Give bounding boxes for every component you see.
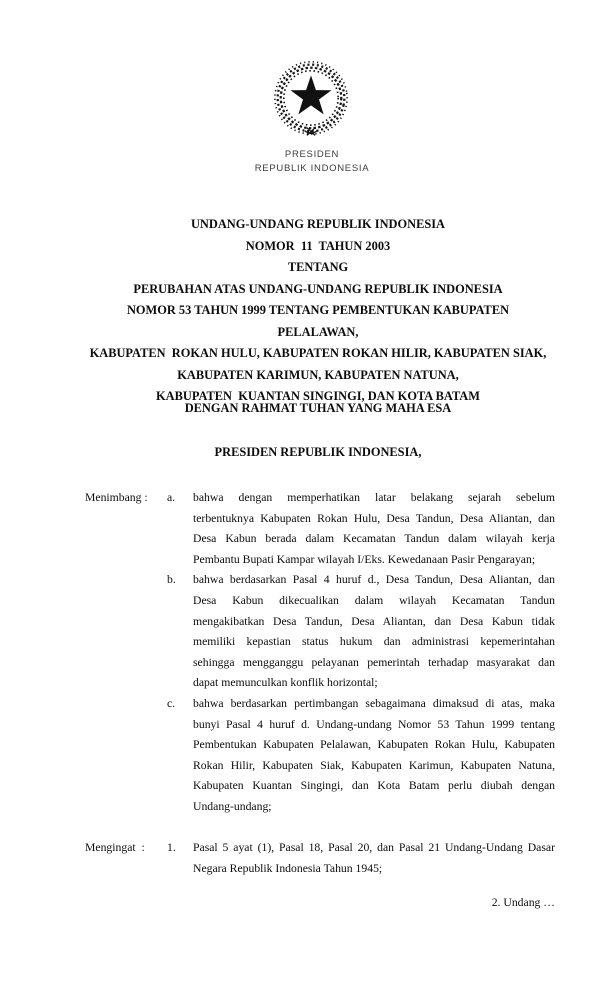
menimbang-section	[85, 488, 555, 818]
mengingat-item-1	[167, 838, 555, 879]
title-line-3: TENTANG	[287, 260, 349, 274]
law-title-block	[85, 214, 551, 408]
item-marker: 1.	[167, 841, 176, 854]
seal-caption-presiden: PRESIDEN	[284, 149, 340, 160]
item-text-line: Rokan Hilir, Kabupaten Siak, Kabupaten Karimun, Kabupaten Natuna,	[193, 758, 555, 772]
seal-caption-republik-indonesia: REPUBLIK INDONESIA	[254, 162, 370, 174]
menimbang-item-a	[167, 488, 555, 570]
mengingat-items	[167, 838, 555, 879]
item-marker: c.	[167, 696, 176, 710]
item-text-line: bahwa berdasarkan pertimbangan sebagaimana dimaksud di atas, maka	[193, 696, 555, 710]
menimbang-label: Menimbang :	[85, 491, 148, 504]
item-text-line: bahwa dengan memperhatikan latar belakang sejarah sebelum	[193, 491, 555, 504]
item-text-line: Pembantu Bupati Kampar wilayah I/Eks. Kewedanaan Pasir Pengarayan;	[193, 552, 536, 566]
item-text	[193, 570, 555, 694]
seal-caption	[212, 148, 412, 175]
page-catchword: 2. Undang …	[491, 896, 555, 909]
item-text-line: Undang-undang;	[193, 799, 272, 813]
title-line-5: NOMOR 53 TAHUN 1999 TENTANG PEMBENTUKAN KABUPATEN PELALAWAN,	[126, 303, 513, 339]
title-line-7: KABUPATEN KARIMUN, KABUPATEN NATUNA,	[177, 367, 459, 382]
title-line-2: NOMOR 11 TAHUN 2003	[245, 238, 391, 253]
menimbang-item-b	[167, 570, 555, 694]
item-text-line: Pembentukan Kabupaten Pelalawan, Kabupaten Rokan Hulu, Kabupaten	[193, 738, 555, 752]
item-text-line: memiliki kepastian status hukum dan administrasi kepemerintahan	[193, 635, 555, 649]
item-text-line: bahwa berdasarkan Pasal 4 huruf d., Desa Tandun, Desa Aliantan, dan	[193, 573, 555, 587]
mengingat-section	[85, 838, 555, 879]
item-text	[193, 488, 555, 570]
item-text-line: dapat memunculkan konflik horizontal;	[193, 676, 378, 690]
item-text-line: Pasal 5 ayat (1), Pasal 18, Pasal 20, dan Pasal 21 Undang-Undang Dasar	[193, 841, 555, 854]
star-wreath-emblem-icon	[271, 60, 351, 140]
title-line-4: PERUBAHAN ATAS UNDANG-UNDANG REPUBLIK INDONESIA	[133, 281, 503, 296]
item-text-line: terbentuknya Kabupaten Rokan Hulu, Desa Tandun, Desa Aliantan, dan	[193, 511, 555, 525]
mengingat-label: Mengingat :	[85, 841, 145, 854]
invocation-line: DENGAN RAHMAT TUHAN YANG MAHA ESA	[184, 401, 452, 415]
item-text	[193, 694, 555, 818]
item-text-line: Desa Kabun berada dalam Kecamatan Tandun dalam wilayah kerja	[193, 532, 555, 546]
item-text-line: Negara Republik Indonesia Tahun 1945;	[193, 861, 383, 875]
menimbang-items	[167, 488, 555, 818]
title-line-6: KABUPATEN ROKAN HULU, KABUPATEN ROKAN HILIR, KABUPATEN SIAK,	[89, 346, 547, 360]
title-line-1: UNDANG-UNDANG REPUBLIK INDONESIA	[190, 217, 446, 231]
menimbang-item-c	[167, 694, 555, 818]
star-icon	[291, 75, 332, 114]
item-text-line: mengakibatkan Desa Tandun, Desa Aliantan, dan Desa Kabun tidak	[193, 614, 555, 628]
salutation-line: PRESIDEN REPUBLIK INDONESIA,	[214, 445, 422, 459]
item-marker: a.	[167, 491, 176, 504]
title-line-8: KABUPATEN KUANTAN SINGINGI, DAN KOTA BATAM	[156, 389, 480, 403]
item-text-line: Desa Kabun dikecualikan dalam wilayah Kecamatan Tandun	[193, 593, 555, 607]
item-marker: b.	[167, 573, 176, 587]
item-text	[193, 838, 555, 879]
item-text-line: sehingga mengganggu pelayanan pemerintah terhadap masyarakat dan	[193, 655, 555, 669]
item-text-line: bunyi Pasal 4 huruf d. Undang-undang Nomor 53 Tahun 1999 tentang	[193, 717, 555, 731]
item-text-line: Kabupaten Kuantan Singingi, dan Kota Batam perlu diubah dengan	[193, 779, 555, 793]
